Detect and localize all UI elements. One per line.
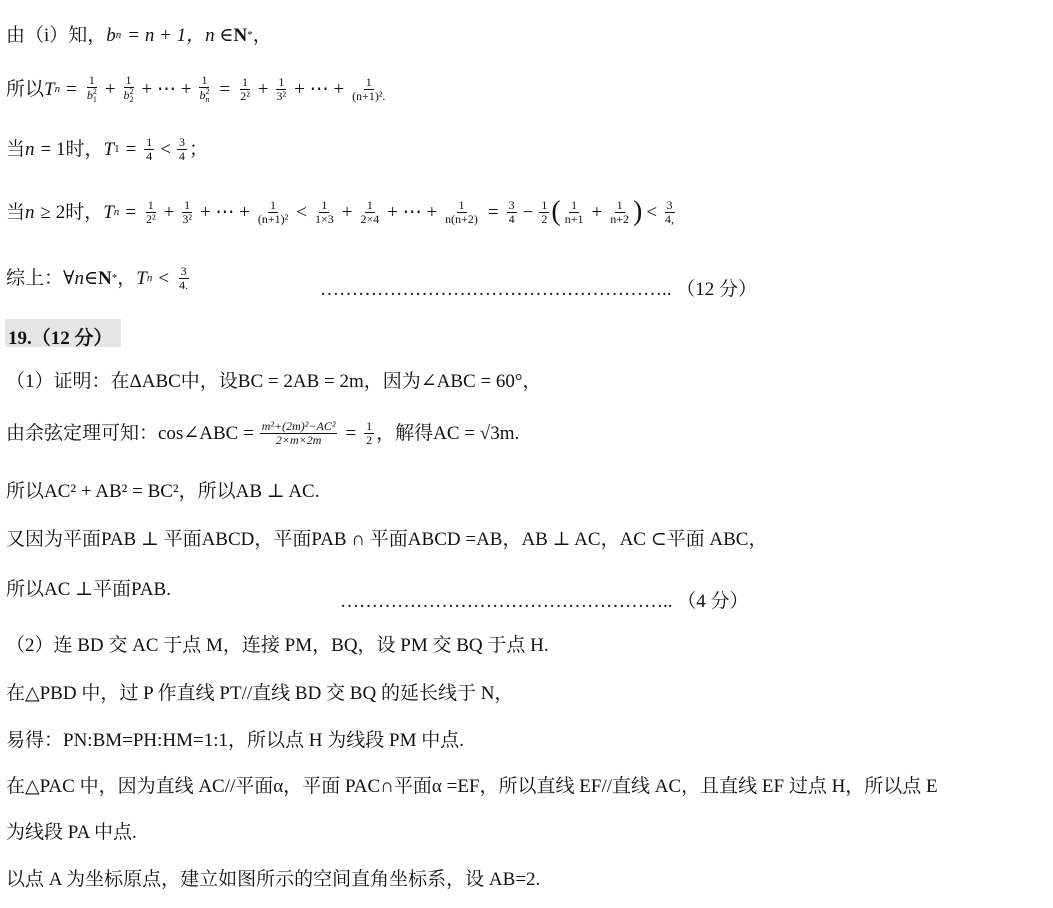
l2-prefix: 所以 — [6, 78, 45, 100]
l2-eq: = — [66, 78, 77, 100]
l1-b: b — [106, 25, 116, 46]
l3-frac1: $\frac{1}{4}$ — [146, 135, 153, 163]
l3-frac2: $\frac{3}{4}$ — [179, 135, 185, 163]
l4-frac-i: $\frac{1}{n+1}$ — [564, 197, 584, 226]
line-7: （1）证明：在ΔABC中，设BC = 2AB = 2m，因为∠ABC = 60°， — [6, 371, 542, 392]
l4-cdots2: + ⋯ + — [387, 201, 438, 223]
l8-frac: $\frac{\text{m²+(2m)²−AC²}}{2\times m\times 2m}$ — [261, 419, 336, 447]
l1-prefix: 由（i）知， — [6, 25, 107, 46]
line-10: 又因为平面PAB ⊥ 平面ABCD，平面PAB ∩ 平面ABCD =AB，AB ⊥ AC，AC ⊂平面 ABC， — [6, 529, 768, 550]
l2-frac4: $\frac{1}{\text{2²}}$ — [240, 75, 250, 103]
line-11: 所以AC ⊥平面PAB. — [6, 579, 171, 600]
l4-frac-e: $\frac{1}{2\times 4}$ — [360, 197, 380, 226]
l4-frac-a: $\frac{1}{\text{2²}}$ — [146, 197, 156, 226]
l4-plus3: + — [591, 201, 603, 223]
l4-frac-h: $\frac{1}{2}$ — [541, 197, 548, 226]
l2-frac6: $\frac{1}{\text{(n+1)².}}$ — [352, 75, 386, 103]
l2-cdots2: + ⋯ + — [294, 78, 345, 100]
line-3 — [6, 136, 208, 162]
l1-star: * — [247, 29, 253, 41]
l4-lt2: < — [646, 201, 658, 223]
l8-eq: = — [345, 422, 357, 444]
l3-sub: 1 — [114, 142, 120, 155]
l4-ge: ≥ 2时， — [40, 201, 104, 223]
l1-sub: n — [115, 29, 122, 41]
l5-frac: $\frac{3}{4.}$ — [179, 264, 189, 292]
line-1 — [6, 26, 272, 45]
l1-eq: = n + 1，n ∈ — [127, 25, 234, 46]
l8-prefix: 由余弦定理可知：cos∠ABC = — [6, 422, 254, 444]
l2-sub: n — [54, 82, 61, 95]
line-16: 为线段 PA 中点. — [6, 822, 137, 843]
l5-n: n — [74, 267, 84, 289]
l2-eq2: = — [219, 78, 231, 100]
l4-plus1: + — [163, 201, 175, 223]
l5-N: N — [98, 267, 112, 289]
l11-score-dots: …………………………………………….. （4 分） — [340, 591, 749, 612]
l4-frac-j: $\frac{1}{n+2}$ — [610, 197, 629, 226]
l4-prefix: 当 — [6, 201, 26, 223]
l4-frac-f: $\frac{1}{n(n+2)}$ — [445, 197, 478, 226]
l4-sub: n — [113, 205, 120, 218]
l2-plus1: + — [104, 78, 116, 100]
l2-frac2: $\frac{1}{b^2_2}$ — [123, 73, 134, 104]
l3-n: n — [25, 138, 35, 160]
l4-minus: − — [522, 201, 534, 223]
l3-prefix: 当 — [6, 138, 26, 160]
l5-comma: ， — [117, 267, 137, 289]
l4-cdots1: + ⋯ + — [199, 201, 250, 223]
l5-star: * — [111, 271, 118, 284]
l1-N: N — [233, 25, 248, 46]
l5-in: ∈ — [83, 267, 99, 289]
l3-T: T — [103, 138, 115, 160]
line-4 — [6, 198, 678, 226]
l4-plus2: + — [341, 201, 353, 223]
l4-eq2: = — [487, 201, 499, 223]
line-12: （2）连 BD 交 AC 于点 M，连接 PM，BQ，设 PM 交 BQ 于点 H. — [6, 635, 549, 656]
line-9: 所以AC² + AB² = BC²，所以AB ⊥ AC. — [6, 481, 320, 502]
l4-rparen: ) — [632, 196, 643, 227]
line-14: 易得：PN:BM=PH:HM=1:1，所以点 H 为线段 PM 中点. — [6, 730, 464, 751]
l3-lt: < — [160, 138, 171, 160]
l5-T: T — [136, 267, 147, 289]
l2-frac1: $\frac{1}{b^2_1}$ — [86, 73, 97, 104]
l4-T: T — [103, 201, 114, 223]
line-13: 在△PBD 中，过 P 作直线 PT//直线 BD 交 BQ 的延长线于 N， — [6, 683, 514, 704]
line-17: 以点 A 为坐标原点，建立如图所示的空间直角坐标系，设 AB=2. — [6, 869, 541, 890]
l4-lparen: ( — [551, 196, 561, 227]
l2-cdots1: + ⋯ + — [141, 78, 192, 100]
l5-lt: < — [158, 267, 170, 289]
line-2 — [6, 74, 389, 104]
line-15: 在△PAC 中，因为直线 AC//平面α，平面 PAC∩平面α =EF，所以直线 EF//直线 AC，且直线 EF 过点 H，所以点 E — [6, 776, 938, 797]
line-8 — [6, 420, 519, 446]
l3-end: ； — [189, 138, 209, 160]
l3-eq1: = 1时， — [40, 138, 104, 160]
l2-frac3: $\frac{1}{b^2_n}$ — [199, 73, 210, 104]
l8-end: ，解得AC = √3m. — [376, 422, 520, 444]
l1-end: ， — [252, 25, 272, 46]
section-heading: 19.（12 分） — [8, 328, 113, 349]
l5-score-dots: ……………………………………………….. （12 分） — [320, 279, 758, 300]
l5-sub: n — [146, 271, 153, 284]
l4-frac-b: $\frac{1}{\text{3²}}$ — [182, 197, 192, 226]
l8-frac2: $\frac{1}{2}$ — [366, 419, 373, 447]
l4-eq: = — [125, 201, 136, 223]
l3-eq: = — [125, 138, 137, 160]
l4-frac-c: $\frac{1}{\text{(n+1)²}}$ — [257, 197, 289, 226]
l2-frac5: $\frac{1}{\text{3²}}$ — [276, 75, 287, 103]
l2-plus2: + — [257, 78, 269, 100]
l4-frac-d: $\frac{1}{1\times 3}$ — [314, 197, 334, 226]
l4-n: n — [25, 201, 35, 223]
l4-lt1: < — [296, 201, 307, 223]
l2-T: T — [44, 78, 55, 100]
l4-frac-k: $\frac{3}{4,}$ — [665, 197, 675, 226]
l5-prefix: 综上：∀ — [6, 267, 75, 289]
l4-frac-g: $\frac{3}{4}$ — [508, 197, 515, 226]
line-5 — [6, 265, 192, 291]
